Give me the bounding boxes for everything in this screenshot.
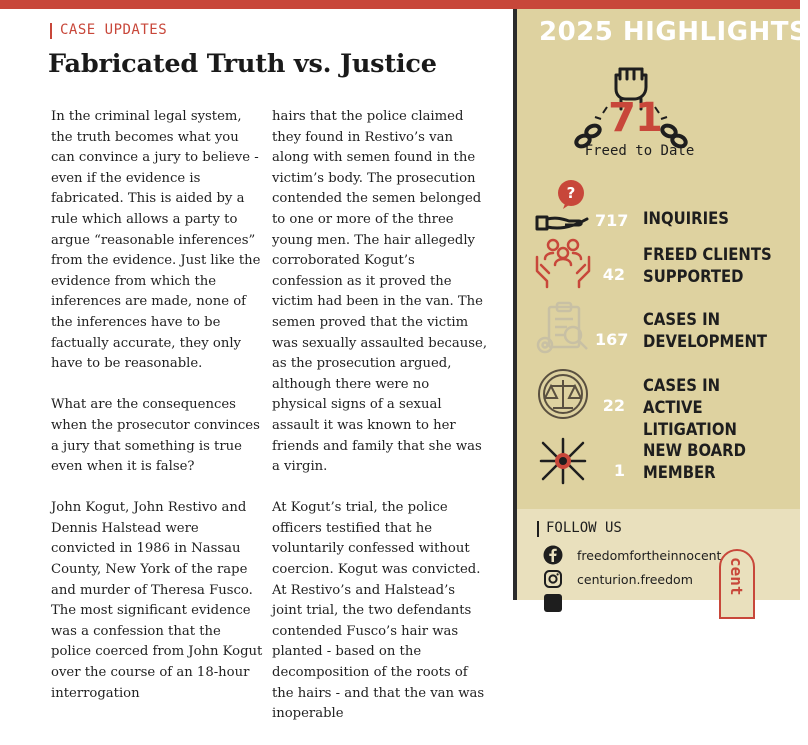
stat-label-cases-development: CASES IN DEVELOPMENT <box>643 310 768 351</box>
article-paragraph: In the criminal legal system, the truth becomes what you can convince a jury to believe - even if the evidence is fabricated. This is aided by a rule which allows a party to argue “reasonable inferences” from the evidence. Just like the evidence from which the inferences are made, none of the inferences have to be factually accurate, they only have to be reasonable. <box>51 109 261 372</box>
freed-count: 71 <box>608 95 662 141</box>
stat-label-inquiries: INQUIRIES <box>643 209 729 228</box>
scales-icon <box>533 366 593 422</box>
article-column-right <box>272 107 487 745</box>
freed-label: Freed to Date <box>584 143 695 159</box>
clipboard-gear-icon <box>533 301 593 357</box>
hands-people-icon <box>533 235 593 291</box>
hands-together-icon <box>533 433 593 489</box>
stat-label-freed-clients: FREED CLIENTS SUPPORTED <box>643 245 772 286</box>
facebook-icon <box>543 545 563 565</box>
article-column-left <box>51 107 263 725</box>
facebook-handle: freedomfortheinnocent <box>577 547 722 563</box>
sidebar-edge <box>513 9 517 600</box>
section-kicker: CASE UPDATES <box>60 22 168 38</box>
article-title: Fabricated Truth vs. Justice <box>48 49 437 79</box>
article-paragraph: John Kogut, John Restivo and Dennis Halstead were convicted in 1986 in Nassau County, New York of the rape and murder of Theresa Fusco. The most significant evidence was a confession that the police coerced from John Kogut over the course of an 18-hour interrogation <box>51 500 263 701</box>
highlights-title: 2025 HIGHLIGHTS <box>539 17 808 47</box>
stat-label-board-member: NEW BOARD MEMBER <box>643 441 746 482</box>
follow-us-section <box>513 509 800 600</box>
stat-number-active-litigation: 22 <box>602 396 625 415</box>
article-paragraph: At Kogut’s trial, the police officers testified that he voluntarily confessed without coercion. Kogut was convicted. At Restivo’s and Halstead’s joint trial, the two defendants contended Fusco’s hair was planted - based on the decomposition of the roots of the hairs - and that the van was inoperable <box>272 500 485 722</box>
hand-question-icon <box>533 177 593 233</box>
article-paragraph: hairs that the police claimed they found in Restivo’s van along with semen found in the victim’s body. The prosecution contended the semen belonged to one or more of the three young men. The hair allegedly corroborated Kogut’s confession as it proved the victim had been in the van. The semen proved that the victim was sexually assaulted because, as the prosecution argued, although there were no physical signs of a sexual assault it was known to her friends and family that she was a virgin. <box>272 109 488 475</box>
stat-number-board-member: 1 <box>613 461 625 480</box>
kicker-divider <box>50 23 52 39</box>
highlights-sidebar <box>513 9 808 600</box>
follow-us-title: FOLLOW US <box>546 520 622 536</box>
article-panel <box>0 9 513 722</box>
follow-divider <box>537 521 539 537</box>
linkedin-icon <box>543 593 563 613</box>
stat-number-cases-development: 167 <box>595 330 629 349</box>
stat-number-freed-clients: 42 <box>602 265 625 284</box>
facebook-link[interactable] <box>543 545 721 565</box>
top-accent-bar <box>0 0 800 9</box>
svg-text:?: ? <box>566 184 576 202</box>
instagram-handle: centurion.freedom <box>577 571 693 587</box>
instagram-icon <box>543 569 563 589</box>
instagram-link[interactable] <box>543 569 693 589</box>
stat-number-inquiries: 717 <box>595 211 629 230</box>
stat-label-active-litigation: CASES IN ACTIVE LITIGATION <box>643 376 737 439</box>
centurion-tab <box>719 549 755 619</box>
centurion-tab-text: cent <box>727 557 746 596</box>
article-paragraph: What are the consequences when the prosecutor convinces a jury that something is true even when it is false? <box>51 397 260 475</box>
